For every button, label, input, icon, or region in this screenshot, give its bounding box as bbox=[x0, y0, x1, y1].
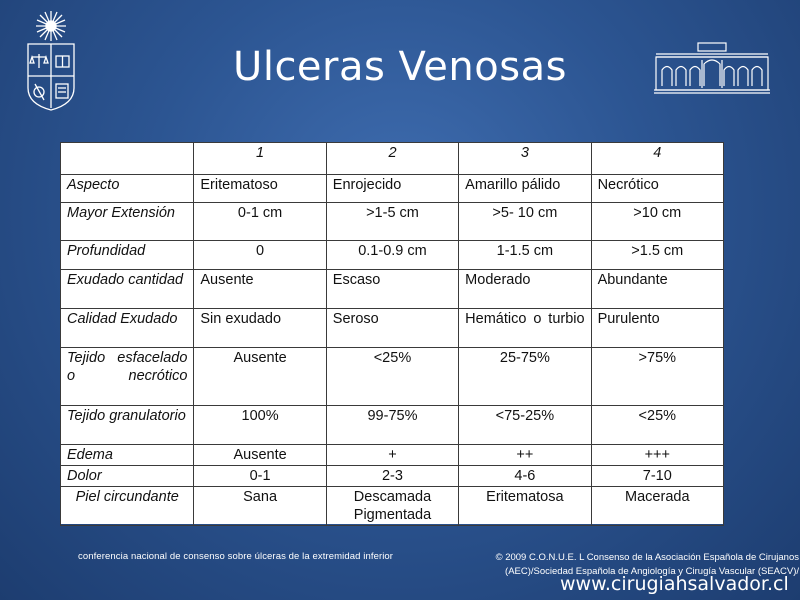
table-cell: 25-75% bbox=[459, 348, 591, 406]
table-cell: 0-1 bbox=[194, 466, 326, 487]
table-cell: Abundante bbox=[591, 270, 723, 309]
table-row bbox=[61, 348, 724, 406]
row-label: Dolor bbox=[61, 466, 194, 487]
table-row bbox=[61, 406, 724, 445]
table-cell: Escaso bbox=[326, 270, 458, 309]
table-cell: <25% bbox=[326, 348, 458, 406]
table-cell: 0.1-0.9 cm bbox=[326, 241, 458, 270]
table-cell: >5- 10 cm bbox=[459, 203, 591, 241]
row-label: Tejido esfacelado o necrótico bbox=[61, 348, 194, 406]
row-label: Profundidad bbox=[61, 241, 194, 270]
header-cell: 2 bbox=[326, 143, 458, 175]
table-cell: Purulento bbox=[591, 309, 723, 348]
table-cell: >75% bbox=[591, 348, 723, 406]
header-cell: 3 bbox=[459, 143, 591, 175]
table-row bbox=[61, 309, 724, 348]
slide-title: Ulceras Venosas bbox=[233, 44, 567, 90]
table-row bbox=[61, 203, 724, 241]
table-cell: >10 cm bbox=[591, 203, 723, 241]
table-cell: Enrojecido bbox=[326, 175, 458, 203]
table-cell: Moderado bbox=[459, 270, 591, 309]
table-cell: <75-25% bbox=[459, 406, 591, 445]
table-cell: ++ bbox=[459, 445, 591, 466]
table-cell: Sin exudado bbox=[194, 309, 326, 348]
row-label: Mayor Extensión bbox=[61, 203, 194, 241]
table-cell: 2-3 bbox=[326, 466, 458, 487]
table-cell: Eritematoso bbox=[194, 175, 326, 203]
website-url: www.cirugiahsalvador.cl bbox=[560, 573, 789, 595]
table-cell: <25% bbox=[591, 406, 723, 445]
grading-table-container bbox=[60, 142, 724, 524]
table-header-row bbox=[61, 143, 724, 175]
footer-copyright-text: © 2009 C.O.N.U.E. L Consenso de la Asociación Española de Cirujanos (AEC)/Sociedad Española de Angiología y Cirugía Vascular (SEACV)/ bbox=[495, 552, 799, 577]
table-cell: 1-1.5 cm bbox=[459, 241, 591, 270]
table-cell: >1-5 cm bbox=[326, 203, 458, 241]
row-label: Exudado cantidad bbox=[61, 270, 194, 309]
header-cell: 1 bbox=[194, 143, 326, 175]
table-cell: 100% bbox=[194, 406, 326, 445]
table-cell: Eritematosa bbox=[459, 487, 591, 526]
table-cell: Macerada bbox=[591, 487, 723, 526]
row-label: Calidad Exudado bbox=[61, 309, 194, 348]
table-cell: Seroso bbox=[326, 309, 458, 348]
row-label: Tejido granulatorio bbox=[61, 406, 194, 445]
table-cell: 99-75% bbox=[326, 406, 458, 445]
table-row bbox=[61, 175, 724, 203]
table-row bbox=[61, 466, 724, 487]
table-cell: 7-10 bbox=[591, 466, 723, 487]
footer-conference-text: conferencia nacional de consenso sobre úlceras de la extremidad inferior bbox=[78, 551, 394, 562]
row-label: Edema bbox=[61, 445, 194, 466]
table-row bbox=[61, 487, 724, 526]
header-cell bbox=[61, 143, 194, 175]
table-cell: 0 bbox=[194, 241, 326, 270]
table-cell: + bbox=[326, 445, 458, 466]
table-row bbox=[61, 270, 724, 309]
table-cell: Hemático o turbio bbox=[459, 309, 591, 348]
table-cell: >1.5 cm bbox=[591, 241, 723, 270]
table-row bbox=[61, 241, 724, 270]
table-cell: Necrótico bbox=[591, 175, 723, 203]
table-cell: 4-6 bbox=[459, 466, 591, 487]
table-cell: 0-1 cm bbox=[194, 203, 326, 241]
header-cell: 4 bbox=[591, 143, 723, 175]
row-label: Aspecto bbox=[61, 175, 194, 203]
table-cell: Amarillo pálido bbox=[459, 175, 591, 203]
row-label: Piel circundante bbox=[61, 487, 194, 526]
table-row bbox=[61, 445, 724, 466]
table-cell: Ausente bbox=[194, 445, 326, 466]
grading-table bbox=[60, 142, 724, 526]
table-cell: Ausente bbox=[194, 270, 326, 309]
table-cell: +++ bbox=[591, 445, 723, 466]
table-cell: Sana bbox=[194, 487, 326, 526]
table-cell: Ausente bbox=[194, 348, 326, 406]
table-cell: Descamada Pigmentada bbox=[326, 487, 458, 526]
